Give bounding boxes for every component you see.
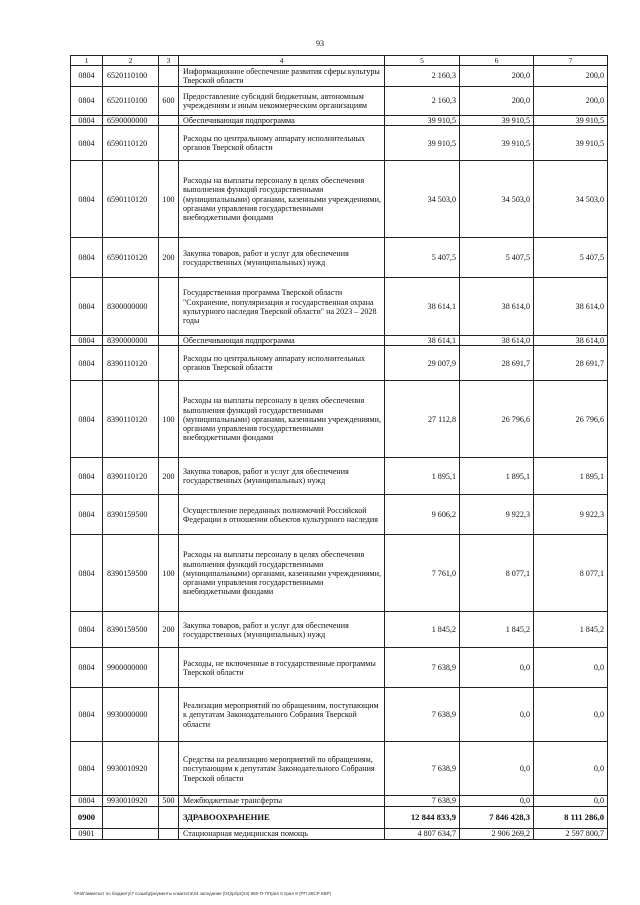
amount-col7: 38 614,0 — [534, 336, 608, 346]
target-article-code: 6590110120 — [103, 238, 159, 278]
section-code: 0804 — [71, 116, 103, 126]
amount-col6: 34 503,0 — [460, 161, 534, 238]
amount-col7: 38 614,0 — [534, 278, 608, 336]
amount-col5: 29 007,9 — [385, 346, 460, 381]
section-code: 0804 — [71, 612, 103, 648]
table-row — [71, 535, 608, 612]
expense-description: Обеспечивающая подпрограмма — [179, 116, 385, 126]
section-code: 0804 — [71, 742, 103, 796]
amount-col5: 7 638,9 — [385, 742, 460, 796]
amount-col7: 200,0 — [534, 87, 608, 116]
expense-type-code — [159, 806, 179, 828]
amount-col6: 1 895,1 — [460, 458, 534, 495]
expense-type-code — [159, 126, 179, 161]
column-header: 2 — [103, 56, 159, 66]
table-row — [71, 238, 608, 278]
target-article-code: 8390159500 — [103, 495, 159, 535]
target-article-code: 9930010920 — [103, 796, 159, 806]
amount-col5: 9 606,2 — [385, 495, 460, 535]
table-row — [71, 688, 608, 742]
amount-col5: 1 895,1 — [385, 458, 460, 495]
amount-col5: 39 910,5 — [385, 116, 460, 126]
section-code: 0804 — [71, 126, 103, 161]
expense-type-code — [159, 116, 179, 126]
table-row — [71, 612, 608, 648]
target-article-code: 9900000000 — [103, 648, 159, 688]
file-path-footer: \\Pa\Гамиеткот по бюджету\7 созыв\Документы комитета\24 заседание (04)\pr\pr(24) 860-П-7\Прил 5 прил 8 (РП ЗКСР КВР) — [74, 891, 331, 896]
expense-type-code: 600 — [159, 87, 179, 116]
table-row — [71, 116, 608, 126]
expense-type-code: 200 — [159, 238, 179, 278]
expense-description: Закупка товаров, работ и услуг для обеспечения государственных (муниципальных) нужд — [179, 238, 385, 278]
table-row — [71, 796, 608, 806]
expense-description: Реализация мероприятий по обращениям, поступающим к депутатам Законодательного Собрания Тверской области — [179, 688, 385, 742]
amount-col7: 26 796,6 — [534, 381, 608, 458]
table-row — [71, 278, 608, 336]
table-row — [71, 458, 608, 495]
target-article-code: 8390110120 — [103, 458, 159, 495]
amount-col5: 38 614,1 — [385, 278, 460, 336]
amount-col5: 7 761,0 — [385, 535, 460, 612]
target-article-code — [103, 828, 159, 839]
target-article-code: 8390110120 — [103, 346, 159, 381]
amount-col6: 2 906 269,2 — [460, 828, 534, 839]
target-article-code: 6590000000 — [103, 116, 159, 126]
expense-type-code — [159, 828, 179, 839]
expense-description: Предоставление субсидий бюджетным, автономным учреждениям и иным некоммерческим организациям — [179, 87, 385, 116]
target-article-code: 8300000000 — [103, 278, 159, 336]
section-code: 0804 — [71, 336, 103, 346]
table-row — [71, 126, 608, 161]
column-header: 4 — [179, 56, 385, 66]
expense-description: Государственная программа Тверской области "Сохранение, популяризация и государственная охрана культурного наследия Тверской области" на 2023 – 2028 годы — [179, 278, 385, 336]
expense-type-code: 100 — [159, 381, 179, 458]
expense-description: Обеспечивающая подпрограмма — [179, 336, 385, 346]
amount-col6: 8 077,1 — [460, 535, 534, 612]
section-code: 0804 — [71, 796, 103, 806]
expense-description: Осуществление переданных полномочий Российской Федерации в отношении объектов культурного наследия — [179, 495, 385, 535]
section-code: 0804 — [71, 381, 103, 458]
section-code: 0804 — [71, 458, 103, 495]
table-row — [71, 161, 608, 238]
amount-col6: 5 407,5 — [460, 238, 534, 278]
expense-description: Стационарная медицинская помощь — [179, 828, 385, 839]
amount-col5: 39 910,5 — [385, 126, 460, 161]
column-header: 7 — [534, 56, 608, 66]
amount-col5: 2 160,3 — [385, 87, 460, 116]
table-row — [71, 66, 608, 87]
amount-col7: 200,0 — [534, 66, 608, 87]
amount-col7: 39 910,5 — [534, 126, 608, 161]
amount-col5: 4 807 634,7 — [385, 828, 460, 839]
expense-type-code — [159, 346, 179, 381]
amount-col7: 1 895,1 — [534, 458, 608, 495]
section-code: 0804 — [71, 238, 103, 278]
expense-description: Расходы по центральному аппарату исполнительных органов Тверской области — [179, 346, 385, 381]
target-article-code: 6520110100 — [103, 66, 159, 87]
amount-col6: 39 910,5 — [460, 116, 534, 126]
amount-col6: 9 922,3 — [460, 495, 534, 535]
expense-type-code: 200 — [159, 612, 179, 648]
amount-col6: 0,0 — [460, 648, 534, 688]
amount-col7: 0,0 — [534, 742, 608, 796]
table-row — [71, 648, 608, 688]
target-article-code: 6590110120 — [103, 126, 159, 161]
expense-type-code — [159, 336, 179, 346]
expense-type-code — [159, 278, 179, 336]
amount-col7: 8 111 286,0 — [534, 806, 608, 828]
amount-col5: 7 638,9 — [385, 688, 460, 742]
budget-table — [70, 55, 608, 840]
column-header: 1 — [71, 56, 103, 66]
expense-description: Расходы, не включенные в государственные программы Тверской области — [179, 648, 385, 688]
amount-col6: 7 846 428,3 — [460, 806, 534, 828]
table-row — [71, 346, 608, 381]
amount-col6: 26 796,6 — [460, 381, 534, 458]
expense-description: Расходы на выплаты персоналу в целях обеспечения выполнения функций государственными (муниципальными) органами, казенными учреждениями, органами управления государственными внебюджетными фондами — [179, 381, 385, 458]
amount-col6: 0,0 — [460, 796, 534, 806]
table-row — [71, 336, 608, 346]
section-code: 0804 — [71, 648, 103, 688]
table-row — [71, 381, 608, 458]
table-row — [71, 742, 608, 796]
expense-description: Закупка товаров, работ и услуг для обеспечения государственных (муниципальных) нужд — [179, 458, 385, 495]
expense-description: Информационное обеспечение развития сферы культуры Тверской области — [179, 66, 385, 87]
amount-col7: 39 910,5 — [534, 116, 608, 126]
amount-col6: 200,0 — [460, 87, 534, 116]
target-article-code: 9930010920 — [103, 742, 159, 796]
amount-col7: 34 503,0 — [534, 161, 608, 238]
target-article-code — [103, 806, 159, 828]
amount-col6: 200,0 — [460, 66, 534, 87]
section-code: 0900 — [71, 806, 103, 828]
amount-col5: 2 160,3 — [385, 66, 460, 87]
amount-col5: 12 844 833,9 — [385, 806, 460, 828]
expense-type-code: 500 — [159, 796, 179, 806]
amount-col7: 1 845,2 — [534, 612, 608, 648]
amount-col7: 0,0 — [534, 648, 608, 688]
column-header: 6 — [460, 56, 534, 66]
target-article-code: 6520110100 — [103, 87, 159, 116]
expense-description: Закупка товаров, работ и услуг для обеспечения государственных (муниципальных) нужд — [179, 612, 385, 648]
column-number-header-row — [71, 56, 608, 66]
amount-col6: 1 845,2 — [460, 612, 534, 648]
expense-type-code — [159, 742, 179, 796]
amount-col7: 5 407,5 — [534, 238, 608, 278]
amount-col6: 38 614,0 — [460, 336, 534, 346]
table-body — [71, 56, 608, 840]
amount-col6: 38 614,0 — [460, 278, 534, 336]
amount-col5: 27 112,8 — [385, 381, 460, 458]
amount-col6: 0,0 — [460, 688, 534, 742]
expense-description: Расходы по центральному аппарату исполнительных органов Тверской области — [179, 126, 385, 161]
column-header: 5 — [385, 56, 460, 66]
expense-description: Расходы на выплаты персоналу в целях обеспечения выполнения функций государственными (муниципальными) органами, казенными учреждениями, органами управления государственными внебюджетными фондами — [179, 161, 385, 238]
table-row — [71, 828, 608, 839]
section-code: 0804 — [71, 278, 103, 336]
amount-col7: 8 077,1 — [534, 535, 608, 612]
amount-col7: 2 597 800,7 — [534, 828, 608, 839]
expense-type-code — [159, 688, 179, 742]
section-code: 0804 — [71, 346, 103, 381]
expense-type-code: 100 — [159, 535, 179, 612]
amount-col5: 34 503,0 — [385, 161, 460, 238]
amount-col5: 7 638,9 — [385, 648, 460, 688]
amount-col6: 0,0 — [460, 742, 534, 796]
column-header: 3 — [159, 56, 179, 66]
target-article-code: 9930000000 — [103, 688, 159, 742]
expense-description: Средства на реализацию мероприятий по обращениям, поступающим к депутатам Законодательного Собрания Тверской области — [179, 742, 385, 796]
section-code: 0901 — [71, 828, 103, 839]
amount-col5: 5 407,5 — [385, 238, 460, 278]
target-article-code: 6590110120 — [103, 161, 159, 238]
section-code: 0804 — [71, 688, 103, 742]
amount-col7: 0,0 — [534, 796, 608, 806]
expense-description: Межбюджетные трансферты — [179, 796, 385, 806]
target-article-code: 8390000000 — [103, 336, 159, 346]
amount-col5: 7 638,9 — [385, 796, 460, 806]
expense-type-code — [159, 648, 179, 688]
expense-description: Расходы на выплаты персоналу в целях обеспечения выполнения функций государственными (муниципальными) органами, казенными учреждениями, органами управления государственными внебюджетными фондами — [179, 535, 385, 612]
amount-col5: 38 614,1 — [385, 336, 460, 346]
amount-col6: 39 910,5 — [460, 126, 534, 161]
amount-col7: 9 922,3 — [534, 495, 608, 535]
expense-type-code: 200 — [159, 458, 179, 495]
section-code: 0804 — [71, 495, 103, 535]
expense-type-code — [159, 495, 179, 535]
page-number: 93 — [316, 39, 324, 48]
section-code: 0804 — [71, 66, 103, 87]
section-code: 0804 — [71, 87, 103, 116]
target-article-code: 8390159500 — [103, 535, 159, 612]
expense-type-code: 100 — [159, 161, 179, 238]
amount-col7: 28 691,7 — [534, 346, 608, 381]
amount-col5: 1 845,2 — [385, 612, 460, 648]
amount-col7: 0,0 — [534, 688, 608, 742]
expense-type-code — [159, 66, 179, 87]
section-code: 0804 — [71, 161, 103, 238]
target-article-code: 8390159500 — [103, 612, 159, 648]
table-row — [71, 495, 608, 535]
section-code: 0804 — [71, 535, 103, 612]
amount-col6: 28 691,7 — [460, 346, 534, 381]
expense-description: ЗДРАВООХРАНЕНИЕ — [179, 806, 385, 828]
table-row — [71, 87, 608, 116]
target-article-code: 8390110120 — [103, 381, 159, 458]
table-row — [71, 806, 608, 828]
